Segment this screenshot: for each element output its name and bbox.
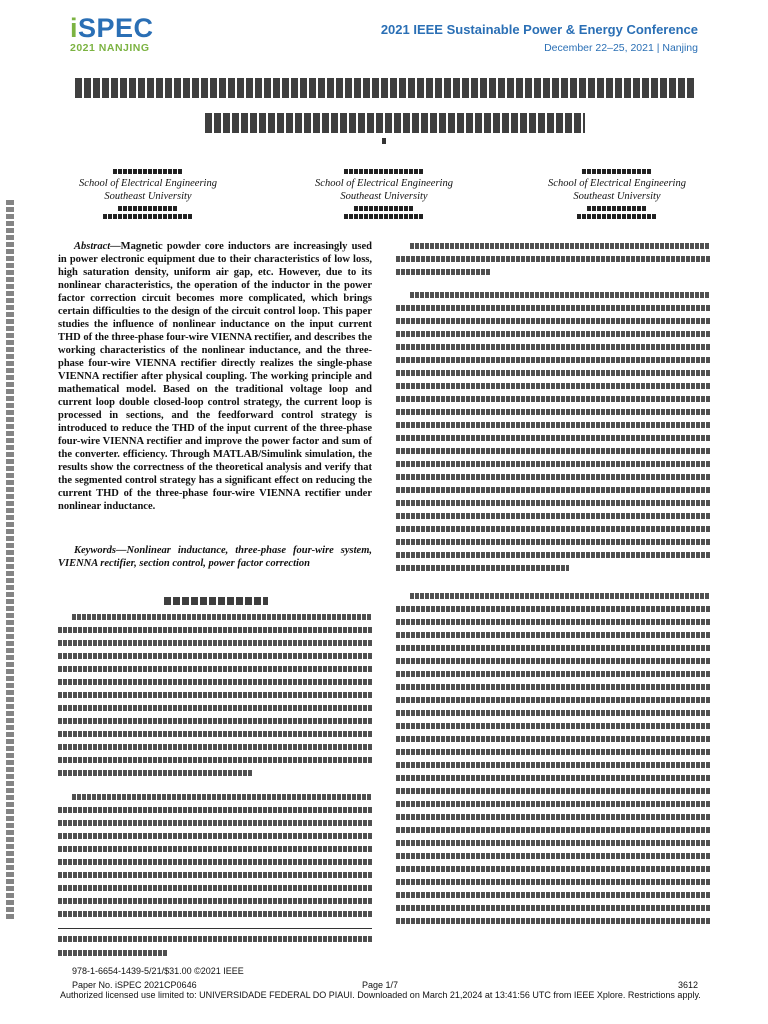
illegible-text-line (396, 474, 710, 480)
illegible-text-line (396, 892, 710, 898)
illegible-text-line (396, 256, 710, 262)
author-dept: School of Electrical Engineering (315, 178, 453, 189)
footnote-line-2 (58, 950, 168, 956)
author-block-3 (527, 166, 707, 222)
conference-logo (70, 14, 190, 58)
illegible-text-line (396, 866, 710, 872)
illegible-text-line (396, 448, 710, 454)
illegible-text-line (396, 762, 710, 768)
conference-title: 2021 IEEE Sustainable Power & Energy Conference (380, 22, 698, 37)
footnote-line-1 (58, 936, 372, 942)
illegible-text-line (58, 757, 372, 763)
illegible-text-line (396, 814, 710, 820)
illegible-text-line (396, 606, 710, 612)
illegible-text-line (396, 905, 710, 911)
illegible-text-line (58, 744, 372, 750)
illegible-text-line (58, 731, 372, 737)
illegible-text-line (396, 840, 710, 846)
illegible-text-line (396, 749, 710, 755)
illegible-text-line (58, 666, 372, 672)
right-paragraph-2 (396, 292, 710, 578)
illegible-text-line (396, 396, 710, 402)
illegible-text-line (396, 723, 710, 729)
illegible-text-line (396, 500, 710, 506)
illegible-text-line (396, 357, 710, 363)
illegible-text-line (410, 593, 710, 599)
illegible-text-line (396, 383, 710, 389)
illegible-text-line (396, 788, 710, 794)
illegible-text-line (396, 736, 710, 742)
illegible-text-line (396, 775, 710, 781)
illegible-text-line (58, 653, 372, 659)
author-name (113, 169, 183, 174)
logo-i: i (70, 13, 79, 43)
illegible-text-line (396, 539, 710, 545)
illegible-text-line (396, 671, 710, 677)
illegible-text-line (58, 898, 372, 904)
side-doi-strip (6, 200, 14, 920)
title-marker (382, 138, 386, 144)
keywords-text: Keywords—Nonlinear inductance, three-phase four-wire system, VIENNA rectifier, section control, power factor correction (58, 545, 372, 569)
left-paragraph-1 (58, 614, 372, 783)
page-number: 3612 (678, 980, 699, 990)
illegible-text-line (58, 872, 372, 878)
author-name (582, 169, 652, 174)
illegible-text-line (396, 879, 710, 885)
illegible-text-line (396, 422, 710, 428)
illegible-text-line (396, 645, 710, 651)
illegible-text-line (58, 627, 372, 633)
illegible-text-line (396, 318, 710, 324)
illegible-text-line (396, 658, 710, 664)
right-paragraph-3 (396, 593, 710, 931)
illegible-text-line (58, 820, 372, 826)
author-email (103, 214, 193, 219)
author-city (354, 206, 414, 211)
illegible-text-line (396, 710, 710, 716)
illegible-text-line (58, 859, 372, 865)
illegible-text-line (396, 552, 710, 558)
illegible-text-line (396, 684, 710, 690)
paper-title-line-1 (75, 78, 695, 98)
illegible-text-line (396, 526, 710, 532)
author-univ: Southeast University (340, 191, 428, 202)
keywords (58, 544, 372, 570)
illegible-text-line (396, 269, 490, 275)
illegible-text-line (58, 807, 372, 813)
illegible-text-line (396, 918, 710, 924)
illegible-text-line (58, 833, 372, 839)
illegible-text-line (396, 370, 710, 376)
license-notice: Authorized licensed use limited to: UNIVERSIDADE FEDERAL DO PIAUI. Downloaded on March 21,2024 at 13:41:56 UTC from IEEE Xplore. Restrictions apply. (60, 990, 701, 1000)
abstract (58, 240, 372, 513)
isbn-line: 978-1-6654-1439-5/21/$31.00 ©2021 IEEE (72, 966, 244, 976)
author-city (587, 206, 647, 211)
illegible-text-line (396, 344, 710, 350)
illegible-text-line (410, 243, 710, 249)
illegible-text-line (72, 794, 372, 800)
illegible-text-line (58, 692, 372, 698)
illegible-text-line (58, 718, 372, 724)
illegible-text-line (396, 435, 710, 441)
paper-title-line-2 (205, 113, 585, 133)
author-univ: Southeast University (573, 191, 661, 202)
illegible-text-line (396, 801, 710, 807)
author-dept: School of Electrical Engineering (548, 178, 686, 189)
illegible-text-line (396, 409, 710, 415)
author-name (344, 169, 424, 174)
logo-spec: SPEC (78, 13, 154, 43)
illegible-text-line (396, 619, 710, 625)
author-email (577, 214, 657, 219)
logo-subtitle: 2021 NANJING (70, 42, 150, 54)
illegible-text-line (396, 331, 710, 337)
footnote-rule (58, 928, 372, 929)
illegible-text-line (396, 487, 710, 493)
illegible-text-line (58, 640, 372, 646)
paper-number: Paper No. iSPEC 2021CP0646 (72, 980, 197, 990)
illegible-text-line (58, 846, 372, 852)
section-heading-introduction (164, 597, 268, 605)
illegible-text-line (396, 513, 710, 519)
author-block-1 (58, 166, 238, 222)
illegible-text-line (396, 305, 710, 311)
author-block-2 (294, 166, 474, 222)
author-univ: Southeast University (104, 191, 192, 202)
conference-dates: December 22–25, 2021 | Nanjing (544, 42, 698, 54)
illegible-text-line (396, 565, 569, 571)
illegible-text-line (58, 679, 372, 685)
illegible-text-line (58, 911, 372, 917)
illegible-text-line (396, 853, 710, 859)
illegible-text-line (396, 697, 710, 703)
illegible-text-line (72, 614, 372, 620)
page-indicator: Page 1/7 (362, 980, 399, 990)
left-paragraph-2 (58, 794, 372, 924)
illegible-text-line (58, 770, 253, 776)
author-dept: School of Electrical Engineering (79, 178, 217, 189)
illegible-text-line (58, 705, 372, 711)
abstract-label: Abstract (74, 241, 111, 252)
illegible-text-line (396, 461, 710, 467)
abstract-text: —Magnetic powder core inductors are increasingly used in power electronic equipment due to their characteristics of low loss, high saturation density, uniform air gap, etc. However, due to its nonlinear characteristics, the operation of the inductor in the power factor correction circuit becomes more complicated, which brings certain difficulties to the design of the circuit control loop. This paper studies the influence of nonlinear inductance on the input current THD of the three-phase four-wire VIENNA rectifier, and describes the working characteristics of the nonlinear inductance, and the three-phase four-wire VIENNA rectifier directly realizes the single-phase VIENNA rectifier after physical coupling. The working principle and mathematical model. Based on the traditional voltage loop and current loop double closed-loop control strategy, the current loop is processed in sections, and the feedforward control strategy is introduced to reduce the THD of the input current of the three-phase four-wire VIENNA rectifier and improve the power factor and sum of the converter. efficiency. Through MATLAB/Simulink simulation, the results show the correctness of the theoretical analysis and verify that the segmented control strategy has a significant effect on reducing the current THD of the three-phase four-wire VIENNA rectifier under nonlinear inductance. (58, 241, 372, 512)
illegible-text-line (58, 885, 372, 891)
illegible-text-line (396, 632, 710, 638)
illegible-text-line (396, 827, 710, 833)
right-paragraph-1 (396, 243, 710, 282)
author-city (118, 206, 178, 211)
author-email (344, 214, 424, 219)
illegible-text-line (410, 292, 710, 298)
